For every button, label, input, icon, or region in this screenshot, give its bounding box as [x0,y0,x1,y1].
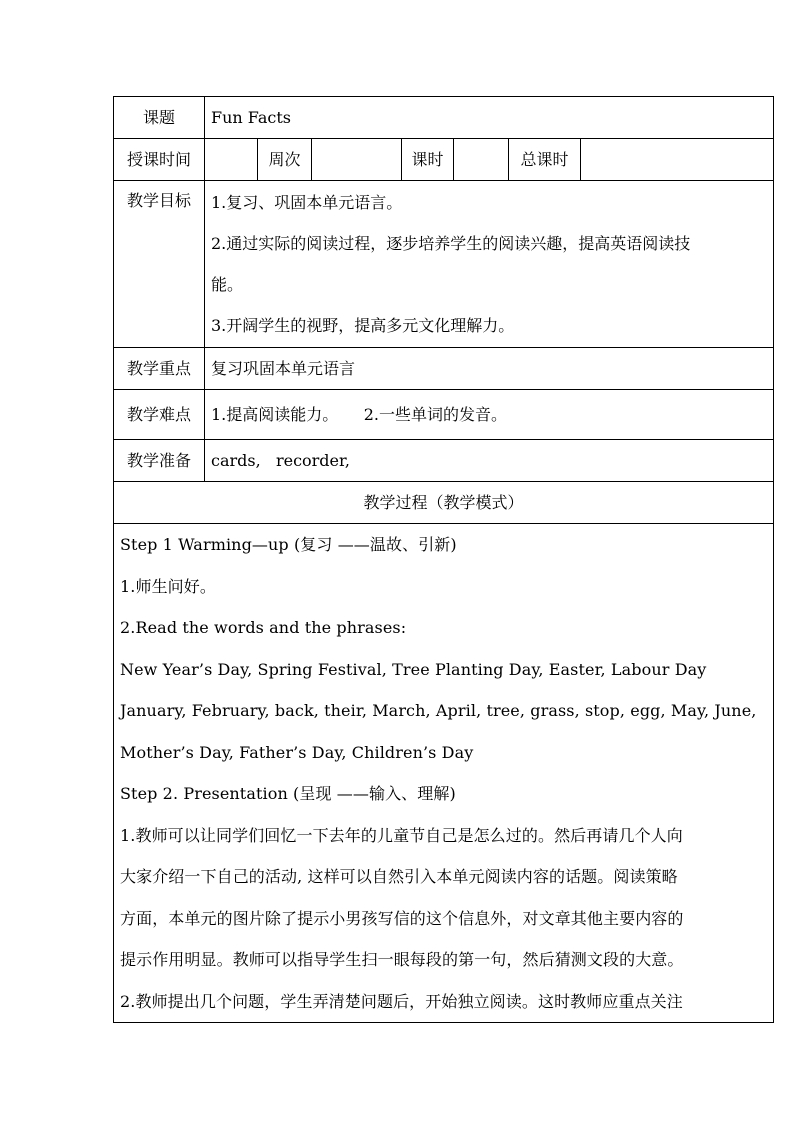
week-label: 周次 [258,139,312,181]
process-line: 提示作用明显。教师可以指导学生扫一眼每段的第一句，然后猜测文段的大意。 [120,950,684,969]
process-line: New Year’s Day, Spring Festival, Tree Planting Day, Easter, Labour Day [120,659,707,679]
time-label: 授课时间 [114,139,205,181]
process-line: January, February, back, their, March, April, tree, grass, stop, egg, May, June, [120,701,757,720]
topic-label: 课题 [114,97,205,139]
topic-row [114,97,774,139]
difficulties-label: 教学难点 [114,390,205,440]
time-value [205,139,258,181]
lesson-plan-table [113,96,774,1023]
objective-line: 2.通过实际的阅读过程，逐步培养学生的阅读兴趣，提高英语阅读技 [211,234,691,253]
process-title: 教学过程（教学模式） [114,482,774,524]
process-content [114,524,774,1023]
process-line: 1.教师可以让同学们回忆一下去年的儿童节自己是怎么过的。然后再请几个人向 [120,825,683,845]
process-line: 2.教师提出几个问题，学生弄清楚问题后，开始独立阅读。这时教师应重点关注 [120,991,683,1011]
process-line: 方面，本单元的图片除了提示小男孩写信的这个信息外，对文章其他主要内容的 [120,908,684,928]
key-points-label: 教学重点 [114,348,205,390]
objective-line: 能。 [211,275,244,294]
objectives-label: 教学目标 [114,181,205,348]
total-value [581,139,774,181]
preparation-label: 教学准备 [114,440,205,482]
process-line: 1.师生问好。 [120,576,216,596]
period-value [454,139,509,181]
preparation-value: cards, recorder, [205,440,774,482]
objective-line: 3.开阔学生的视野，提高多元文化理解力。 [211,316,515,335]
process-line: 大家介绍一下自己的活动, 这样可以自然引入本单元阅读内容的话题。阅读策略 [120,867,678,886]
process-line: Step 1 Warming—up (复习 ——温故、引新) [120,535,457,554]
process-line: Step 2. Presentation (呈现 ——输入、理解) [120,784,456,803]
preparation-row [114,440,774,482]
week-value [312,139,402,181]
process-title-row [114,482,774,524]
objective-line: 1.复习、巩固本单元语言。 [211,193,403,212]
period-label: 课时 [402,139,454,181]
process-line: 2.Read the words and the phrases: [120,618,407,637]
difficulties-row [114,390,774,440]
total-label: 总课时 [509,139,581,181]
difficulties-value: 1.提高阅读能力。 2.一些单词的发音。 [205,390,774,440]
schedule-row [114,139,774,181]
topic-value: Fun Facts [205,97,774,139]
objectives-content [205,181,774,348]
process-line: Mother’s Day, Father’s Day, Children’s Day [120,742,474,762]
key-points-value: 复习巩固本单元语言 [205,348,774,390]
objectives-row [114,181,774,348]
process-row [114,524,774,1023]
key-points-row [114,348,774,390]
